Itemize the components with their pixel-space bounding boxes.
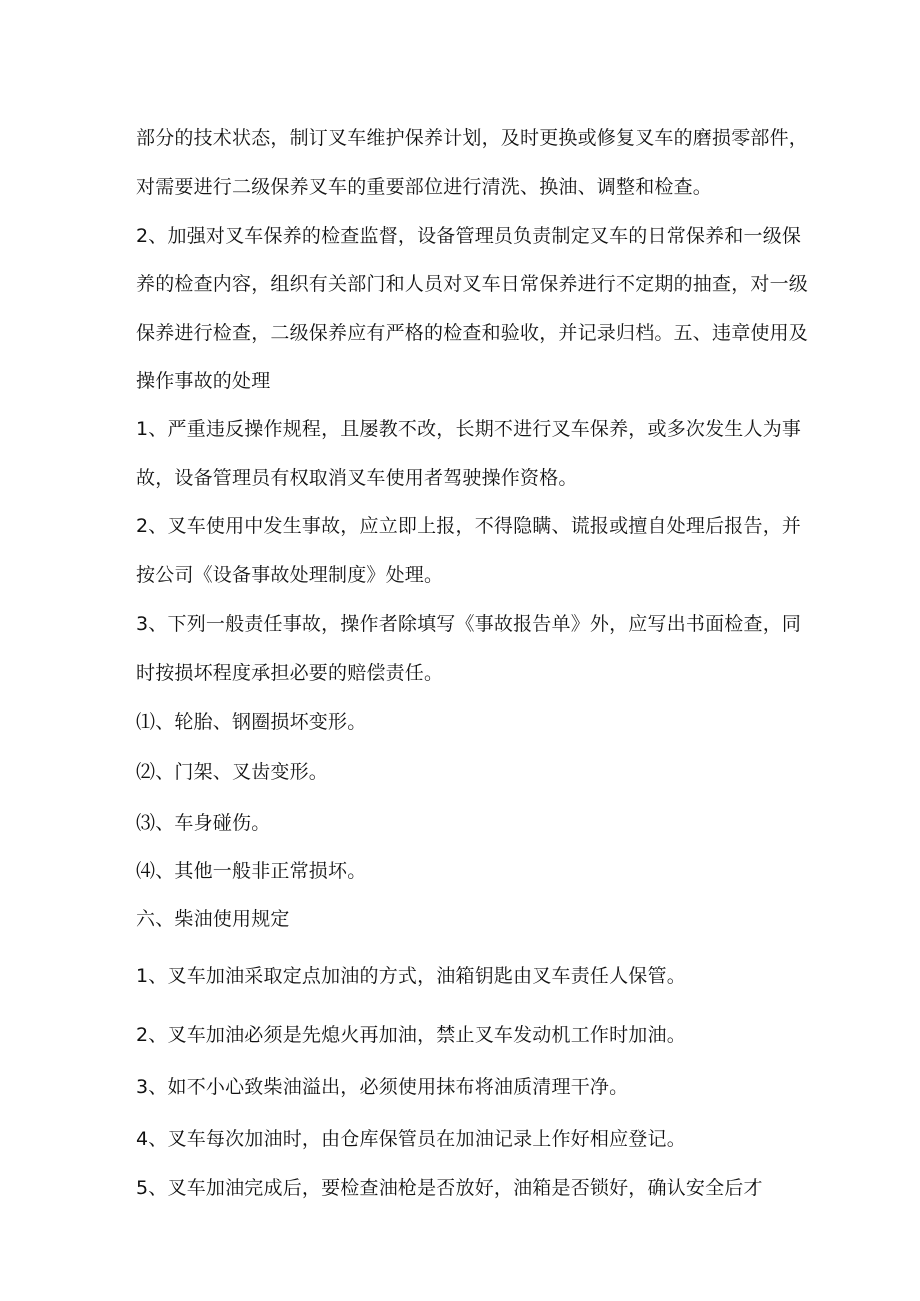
- text-line: 按公司《设备事故处理制度》处理。: [136, 564, 444, 586]
- text-line: 2、叉车加油必须是先熄火再加油，禁止叉车发动机工作时加油。: [136, 1024, 686, 1046]
- text-line: 时按损坏程度承担必要的赔偿责任。: [136, 662, 444, 684]
- section-heading: 六、柴油使用规定: [136, 908, 290, 930]
- text-line: 对需要进行二级保养叉车的重要部位进行清洗、换油、调整和检查。: [136, 176, 713, 198]
- text-line: 2、加强对叉车保养的检查监督，设备管理员负责制定叉车的日常保养和一级保: [136, 225, 802, 247]
- text-line: 2、叉车使用中发生事故，应立即上报，不得隐瞒、谎报或擅自处理后报告，并: [136, 515, 802, 537]
- text-line: 3、如不小心致柴油溢出，必须使用抹布将油质清理干净。: [136, 1076, 629, 1098]
- text-line: ⑷、其他一般非正常损坏。: [136, 860, 367, 882]
- text-line: 操作事故的处理: [136, 370, 271, 392]
- text-line: 4、叉车每次加油时，由仓库保管员在加油记录上作好相应登记。: [136, 1128, 686, 1150]
- text-line: 1、叉车加油采取定点加油的方式，油箱钥匙由叉车责任人保管。: [136, 965, 686, 987]
- text-line: 保养进行检查，二级保养应有严格的检查和验收，并记录归档。五、违章使用及: [136, 322, 809, 344]
- text-line: 1、严重违反操作规程，且屡教不改，长期不进行叉车保养，或多次发生人为事: [136, 418, 802, 440]
- text-line: ⑶、车身碰伤。: [136, 812, 271, 834]
- text-line: 故，设备管理员有权取消叉车使用者驾驶操作资格。: [136, 467, 578, 489]
- text-line: 3、下列一般责任事故，操作者除填写《事故报告单》外，应写出书面检查，同: [136, 613, 802, 635]
- text-line: 5、叉车加油完成后，要检查油枪是否放好，油箱是否锁好，确认安全后才: [136, 1177, 763, 1199]
- text-line: 养的检查内容，组织有关部门和人员对叉车日常保养进行不定期的抽查，对一级: [136, 273, 809, 295]
- text-line: 部分的技术状态，制订叉车维护保养计划，及时更换或修复叉车的磨损零部件，: [136, 127, 809, 149]
- text-line: ⑴、轮胎、钢圈损坏变形。: [136, 711, 367, 733]
- text-line: ⑵、门架、叉齿变形。: [136, 761, 329, 783]
